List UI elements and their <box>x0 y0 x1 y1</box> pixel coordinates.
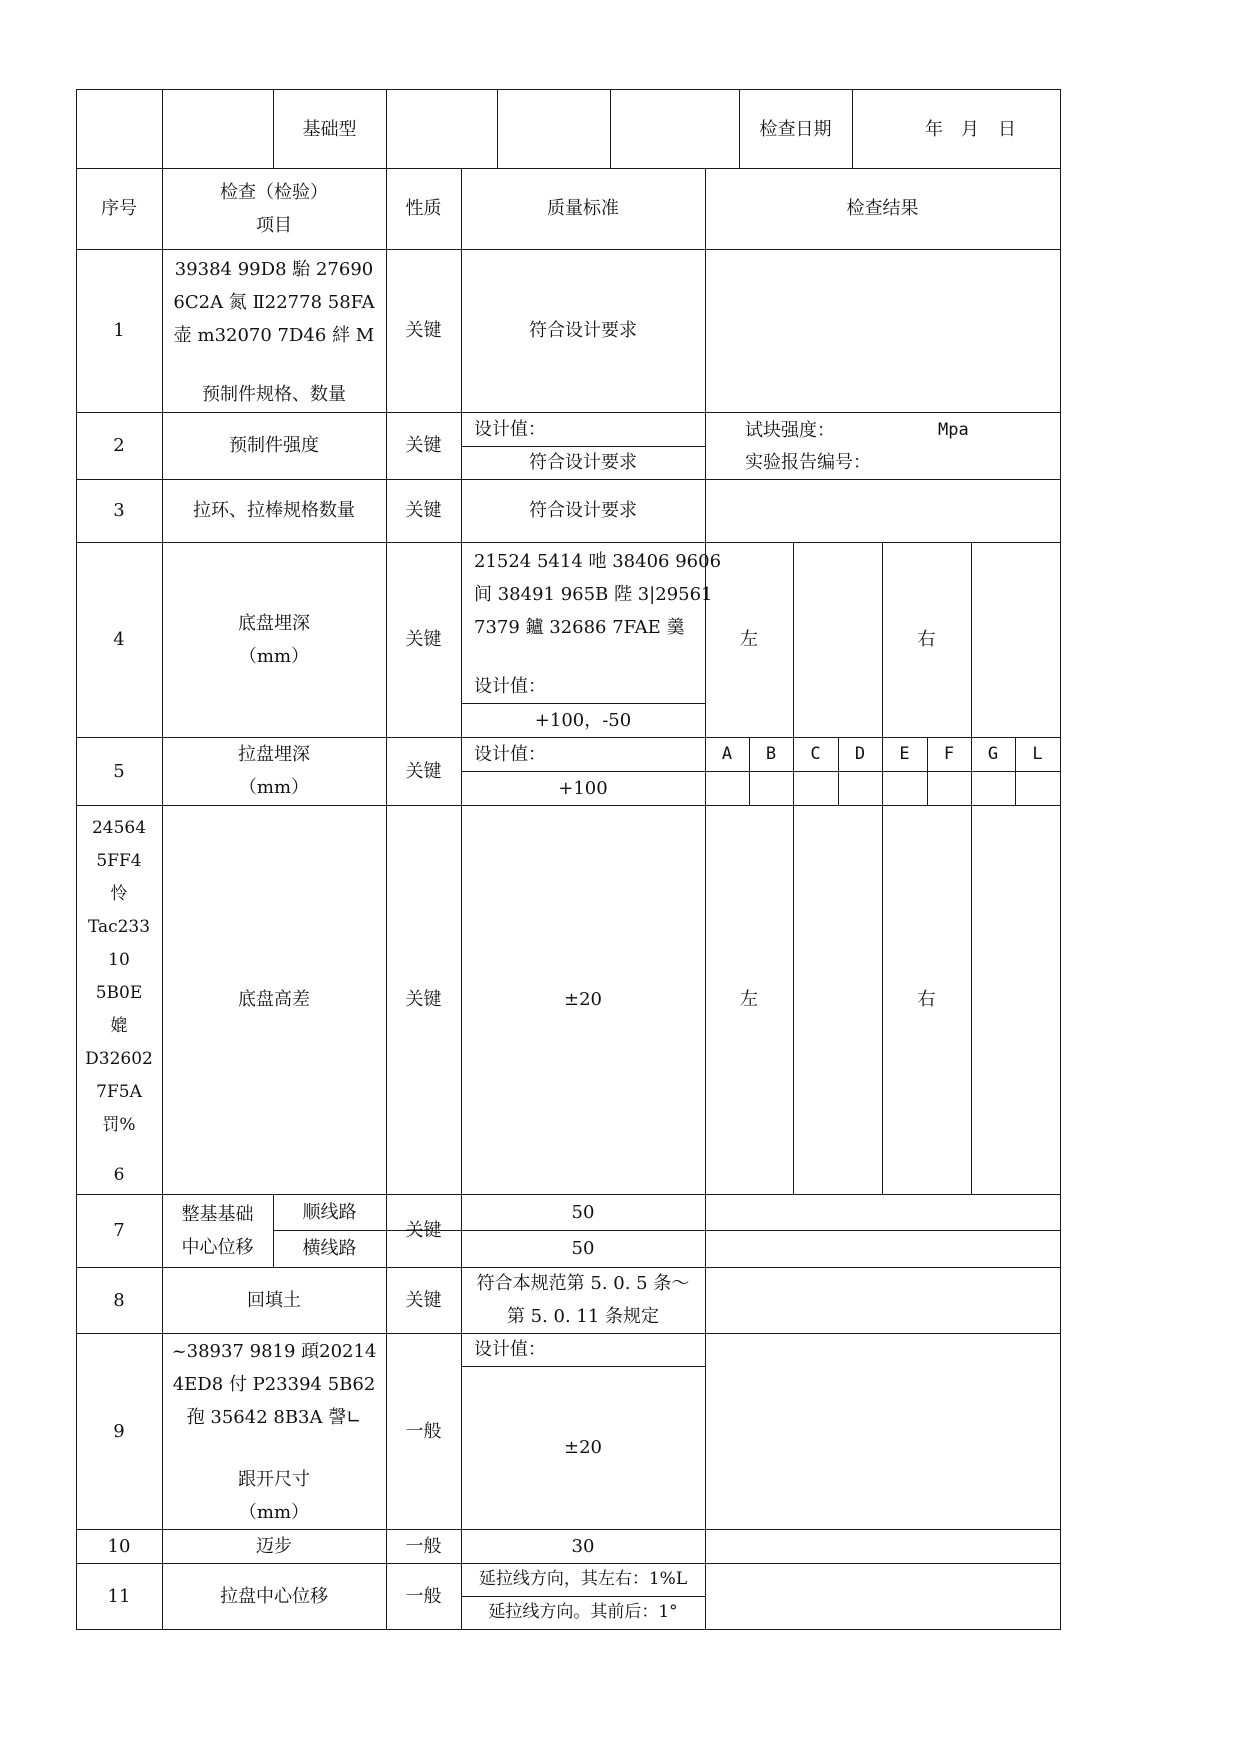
row-3-no: 3 <box>113 500 125 521</box>
row-4-nature: 关键 <box>405 629 442 650</box>
col-heading-item-line1: 检查（检验） <box>220 181 328 203</box>
row-6-result-left: 左 <box>740 989 758 1010</box>
row-9-tolerance: ±20 <box>564 1437 602 1458</box>
row-6-no-line: D32602 <box>85 1049 153 1069</box>
row-8-std-line1: 符合本规范第 5. 0. 5 条～ <box>476 1273 690 1294</box>
row-6-no <box>76 812 162 1192</box>
row-7-item-line1: 整基基础 <box>181 1203 254 1225</box>
row-4-std-line3: 7379 鑪 32686 7FAE 羹 <box>474 617 685 638</box>
row-8-item: 回填土 <box>247 1289 301 1311</box>
row-4-item <box>162 542 386 737</box>
row-5-letter-c: C <box>810 743 821 764</box>
row-2-standard: 符合设计要求 <box>529 452 637 473</box>
row-7-val-along: 50 <box>571 1201 595 1223</box>
row-2-item: 预制件强度 <box>229 435 319 456</box>
row-6-no-line: 6 <box>113 1165 125 1185</box>
row-5-letter-f: F <box>943 743 955 764</box>
row-10-nature: 一般 <box>405 1535 442 1557</box>
row-8-standard <box>461 1267 705 1333</box>
row-9-no: 9 <box>113 1420 125 1442</box>
col-divider <box>971 542 972 1195</box>
row-4-item-line2: （mm） <box>238 645 310 667</box>
row-2-strength-unit: Mpa <box>938 419 969 440</box>
col-heading-standard: 质量标准 <box>547 198 619 219</box>
row-2-no: 2 <box>113 435 125 456</box>
row-9-item-line5: （mm） <box>238 1502 310 1523</box>
date-day: 日 <box>998 118 1016 140</box>
row-5-letter-g: G <box>987 743 999 764</box>
table-border-bottom <box>76 1629 1060 1630</box>
col-divider <box>497 89 498 169</box>
row-6-item: 底盘高差 <box>238 989 310 1010</box>
date-year: 年 <box>925 118 943 140</box>
row-2-nature: 关键 <box>405 435 442 456</box>
row-6-no-line: 5B0E <box>95 983 143 1003</box>
row-10-no: 10 <box>107 1535 131 1557</box>
row-6-no-line: 24564 <box>91 818 147 838</box>
row-3-nature: 关键 <box>405 500 442 521</box>
check-date-label: 检查日期 <box>759 118 832 140</box>
row-5-tolerance: +100 <box>558 777 608 799</box>
row-9-design-label: 设计值： <box>474 1339 546 1360</box>
table-border-right <box>1060 89 1061 1630</box>
row-5-item <box>162 737 386 805</box>
row-7-sub-along: 顺线路 <box>302 1201 357 1223</box>
row-9-nature: 一般 <box>405 1420 442 1442</box>
row-6-standard: ±20 <box>564 989 602 1010</box>
row-5-item-line2: （mm） <box>238 777 310 798</box>
row-1-item-line4: 预制件规格、数量 <box>202 384 346 405</box>
row-1-standard: 符合设计要求 <box>529 320 637 341</box>
row-1-item-line3: 壶 m32070 7D46 絆 M <box>173 325 375 346</box>
date-month: 月 <box>961 118 979 140</box>
row-6-no-line: 7F5A <box>96 1082 142 1102</box>
row-7-item-line2: 中心位移 <box>181 1236 254 1258</box>
foundation-type-label: 基础型 <box>302 118 357 140</box>
row-4-item-line1: 底盘埋深 <box>238 612 310 634</box>
row-11-item: 拉盘中心位移 <box>220 1585 328 1607</box>
row-9-item-line2: 4ED8 付 P23394 5B62 <box>172 1374 376 1395</box>
row-6-nature: 关键 <box>405 989 442 1010</box>
col-divider <box>610 89 611 169</box>
row-1-item-line1: 39384 99D8 駘 27690 <box>174 259 374 280</box>
row-7-item <box>162 1194 273 1267</box>
row-8-std-line2: 第 5. 0. 11 条规定 <box>506 1306 660 1327</box>
row-2-design-label: 设计值： <box>474 418 546 440</box>
row-6-no-line: 罚% <box>102 1115 136 1135</box>
row-2-report-label: 实验报告编号： <box>745 451 871 473</box>
row-6-no-line: 怜 <box>110 884 128 904</box>
row-6-no-line: 媲 <box>110 1016 128 1036</box>
row-11-nature: 一般 <box>405 1585 442 1607</box>
row-5-letter-a: A <box>721 743 733 764</box>
row-7-sub-cross: 横线路 <box>302 1238 357 1259</box>
col-heading-item <box>162 168 386 249</box>
col-heading-nature: 性质 <box>405 198 442 219</box>
row-6-result-right: 右 <box>917 989 936 1010</box>
row-3-item: 拉环、拉棒规格数量 <box>193 500 355 521</box>
row-11-no: 11 <box>107 1585 131 1607</box>
row-9-item-line1: ~38937 9819 頙20214 <box>171 1341 377 1362</box>
row-9-item-line4: 跟开尺寸 <box>238 1469 310 1490</box>
row-5-no: 5 <box>113 760 125 782</box>
col-heading-item-line2: 项目 <box>256 214 292 236</box>
row-5-nature: 关键 <box>405 760 442 782</box>
row-1-no: 1 <box>113 320 125 341</box>
row-11-std-line2: 延拉线方向。其前后：1° <box>488 1602 678 1622</box>
col-divider <box>793 542 794 1195</box>
row-10-standard: 30 <box>571 1535 595 1557</box>
row-4-standard-text <box>474 545 722 703</box>
row-1-item <box>162 253 386 411</box>
row-7-val-cross: 50 <box>571 1238 595 1259</box>
row-9-item-line3: 孢 35642 8B3A 謦∟ <box>186 1407 362 1428</box>
col-heading-no: 序号 <box>101 198 137 219</box>
row-5-letter-d: D <box>854 743 866 764</box>
row-4-std-line1: 21524 5414 吔 38406 9606 <box>474 551 722 572</box>
row-6-no-line: Tac233 <box>87 917 151 937</box>
table-border-top <box>76 89 1060 90</box>
row-1-item-line2: 6C2A 氮 Ⅱ22778 58FA <box>173 292 375 313</box>
row-8-no: 8 <box>113 1289 125 1311</box>
row-5-letter-l: L <box>1032 743 1043 764</box>
row-4-result-left: 左 <box>740 629 758 650</box>
row-6-no-line: 10 <box>108 950 130 970</box>
row-5-item-line1: 拉盘埋深 <box>238 744 310 765</box>
row-3-standard: 符合设计要求 <box>529 500 637 521</box>
row-4-std-line2: 间 38491 965B 陛 3|29561 <box>474 584 713 605</box>
row-7-no: 7 <box>113 1220 125 1241</box>
row-8-nature: 关键 <box>405 1289 442 1311</box>
row-7-nature: 关键 <box>405 1220 442 1241</box>
row-5-letter-b: B <box>765 743 777 764</box>
row-4-design-label: 设计值： <box>474 676 546 697</box>
row-6-no-line: 5FF4 <box>96 851 142 871</box>
row-5-letter-e: E <box>899 743 910 764</box>
row-5-design-label: 设计值： <box>474 743 546 765</box>
row-2-strength-label: 试块强度： <box>745 419 835 441</box>
row-4-result-right: 右 <box>917 629 936 650</box>
row-10-item: 迈步 <box>256 1535 292 1557</box>
row-11-std-line1: 延拉线方向，其左右：1%L <box>478 1569 688 1589</box>
row-4-tolerance: +100，-50 <box>534 709 632 731</box>
row-9-item <box>162 1335 386 1529</box>
col-heading-result: 检查结果 <box>846 198 919 219</box>
row-1-nature: 关键 <box>405 320 442 341</box>
col-divider <box>852 89 853 169</box>
row-4-no: 4 <box>113 629 125 650</box>
